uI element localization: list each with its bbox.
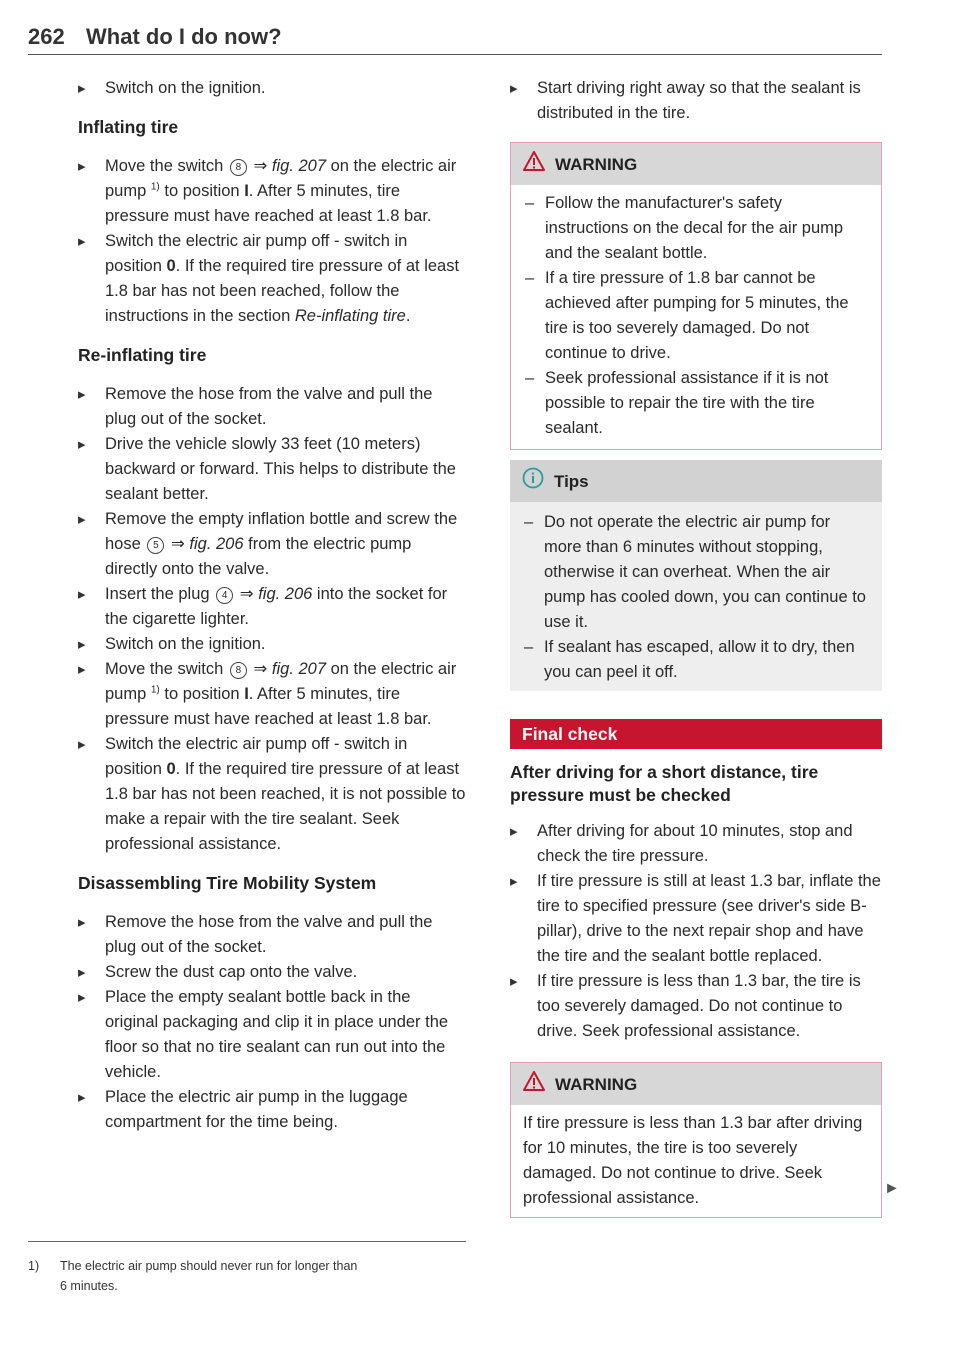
heading-final-check: After driving for a short distance, tire pressure must be checked	[510, 762, 819, 805]
warning-item: – Follow the manufacturer's safety instructions on the decal for the air pump and the sealant bottle.	[523, 191, 869, 266]
info-circle-icon	[522, 467, 544, 496]
step-reinflate-switch-off: ▸ Switch the electric air pump off - switch in position 0. If the required tire pressure of at least 1.8 bar has not been reached, it is not possible to make a repair with the tire sealant. Seek professional assistance.	[78, 732, 468, 857]
fig-link[interactable]: fig. 206	[189, 535, 244, 553]
step-start-driving: ▸ Start driving right away so that the sealant is distributed in the tire.	[510, 76, 882, 126]
callout-8: 8	[230, 662, 247, 679]
callout-5: 5	[147, 537, 164, 554]
warning-title: WARNING	[555, 154, 638, 174]
callout-4: 4	[216, 587, 233, 604]
warning-header	[511, 1063, 881, 1105]
warning-triangle-icon	[523, 151, 545, 178]
warning-box-2	[510, 1062, 882, 1218]
running-title: What do I do now?	[86, 24, 282, 49]
section-link[interactable]: Re-inflating tire	[294, 307, 406, 325]
warning-title: WARNING	[555, 1074, 638, 1094]
tip-item: – If sealant has escaped, allow it to dry, then you can peel it off.	[522, 635, 870, 685]
tips-title: Tips	[554, 471, 589, 491]
step-remove-hose: ▸ Remove the hose from the valve and pull the plug out of the socket.	[78, 382, 468, 432]
step-dis-bottle: ▸ Place the empty sealant bottle back in the original packaging and clip it in place under the floor so that no tire sealant can run out into the vehicle.	[78, 985, 468, 1085]
final-check-section-bar: Final check	[510, 719, 882, 749]
step-remove-bottle: ▸ Remove the empty inflation bottle and screw the hose 5 ⇒ fig. 206 from the electric pump directly onto the valve.	[78, 507, 468, 582]
warning-text: If tire pressure is less than 1.3 bar after driving for 10 minutes, the tire is too severely damaged. Do not continue to drive. Seek professional assistance.	[523, 1114, 863, 1207]
warning-triangle-icon	[523, 1071, 545, 1098]
warning-header	[511, 143, 881, 185]
callout-8: 8	[230, 159, 247, 176]
step-after-driving: ▸ After driving for about 10 minutes, stop and check the tire pressure.	[510, 819, 882, 869]
step-inflate-switch: ▸ Move the switch 8 ⇒ fig. 207 on the electric air pump $^{1)}$ to position I. After 5 minutes, tire pressure must have reached at least 1.8 bar.	[78, 154, 468, 229]
fig-link[interactable]: fig. 207	[271, 157, 327, 175]
tips-header	[510, 460, 882, 502]
warning-item: – If a tire pressure of 1.8 bar cannot be achieved after pumping for 5 minutes, the tire is too severely damaged. Do not continue to drive.	[523, 266, 869, 366]
fig-link[interactable]: fig. 206	[258, 585, 313, 603]
step-pressure-low: ▸ If tire pressure is less than 1.3 bar, the tire is too severely damaged. Do not continue to drive. Seek professional assistance.	[510, 969, 882, 1044]
tip-item: – Do not operate the electric air pump for more than 6 minutes without stopping, otherwise it can overheat. When the air pump has cooled down, you can continue to use it.	[522, 510, 870, 635]
footnote-ref[interactable]: 1)	[150, 684, 160, 696]
step-inflate-switch-off: ▸ Switch the electric air pump off - switch in position 0. If the required tire pressure of at least 1.8 bar has not been reached, follow the instructions in the section Re-inflating tire.	[78, 229, 468, 329]
fig-link[interactable]: fig. 207	[271, 660, 327, 678]
right-column	[510, 76, 882, 1218]
heading-disassembling: Disassembling Tire Mobility System	[78, 873, 377, 893]
step-dis-remove-hose: ▸ Remove the hose from the valve and pull the plug out of the socket.	[78, 910, 468, 960]
continue-arrow-icon: ►	[884, 1180, 900, 1197]
heading-inflating-tire: Inflating tire	[78, 117, 179, 137]
warning-item: – Seek professional assistance if it is not possible to repair the tire with the tire sealant.	[523, 366, 869, 441]
warning-box-1	[510, 142, 882, 450]
step-pressure-ok: ▸ If tire pressure is still at least 1.3 bar, inflate the tire to specified pressure (see driver's side B-pillar), drive to the next repair shop and have the tire and the sealant bottle replaced.	[510, 869, 882, 969]
left-column	[78, 76, 468, 1135]
footnote: 1) The electric air pump should never run for longer than 6 minutes.	[28, 1256, 468, 1296]
step-switch-ignition: ▸ Switch on the ignition.	[78, 76, 468, 101]
step-dis-pump: ▸ Place the electric air pump in the luggage compartment for the time being.	[78, 1085, 468, 1135]
footnote-ref[interactable]: 1)	[150, 181, 160, 193]
step-dis-dust-cap: ▸ Screw the dust cap onto the valve.	[78, 960, 468, 985]
tips-box	[510, 460, 882, 691]
step-insert-plug: ▸ Insert the plug 4 ⇒ fig. 206 into the socket for the cigarette lighter.	[78, 582, 468, 632]
heading-reinflating-tire: Re-inflating tire	[78, 345, 207, 365]
step-reinflate-switch: ▸ Move the switch 8 ⇒ fig. 207 on the electric air pump $^{1)}$ to position I. After 5 minutes, tire pressure must have reached at least 1.8 bar.	[78, 657, 468, 732]
step-switch-ignition-2: ▸ Switch on the ignition.	[78, 632, 468, 657]
footnote-mark: 1)	[28, 1259, 40, 1273]
footnote-divider	[28, 1241, 466, 1242]
step-drive-slowly: ▸ Drive the vehicle slowly 33 feet (10 meters) backward or forward. This helps to distribute the sealant better.	[78, 432, 468, 507]
page-header	[28, 24, 882, 55]
page-number: 262	[28, 24, 65, 49]
